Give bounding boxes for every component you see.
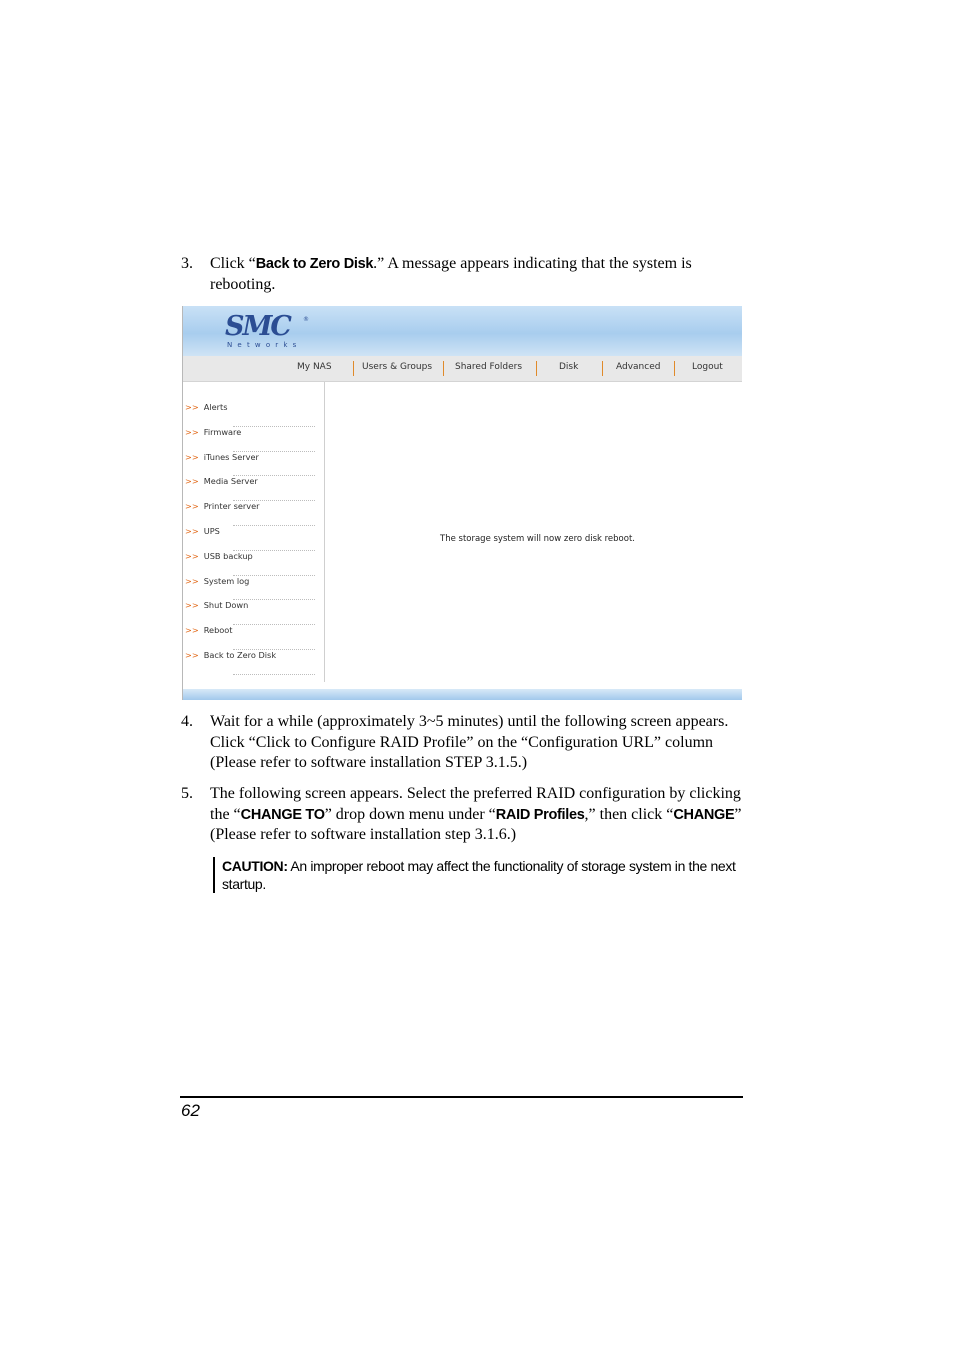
ui-term: Back to Zero Disk (255, 256, 374, 272)
step-4 (181, 712, 743, 774)
sidebar-item-usb-backup[interactable]: >> USB backup (185, 551, 315, 576)
nav-advanced[interactable]: Advanced (616, 362, 661, 372)
reboot-message: The storage system will now zero disk reboot. (440, 534, 635, 544)
ui-term: CHANGE TO (240, 806, 325, 823)
nav-separator (443, 361, 444, 376)
ui-term: RAID Profiles (495, 806, 585, 823)
sidebar-item-printer-server[interactable]: >> Printer server (185, 501, 315, 526)
smc-logo: SMC ® Networks (225, 311, 309, 349)
caution-label: CAUTION: (222, 858, 288, 874)
step-5 (181, 784, 743, 846)
sidebar-item-media-server[interactable]: >> Media Server (185, 476, 315, 501)
sidebar-item-firmware[interactable]: >> Firmware (185, 427, 315, 452)
nav-separator (674, 361, 675, 376)
sidebar-menu (183, 382, 325, 682)
sidebar-item-reboot[interactable]: >> Reboot (185, 625, 315, 650)
page-number: 62 (181, 1101, 200, 1120)
caution-text: An improper reboot may affect the functionality of storage system in the next startup. (222, 858, 736, 892)
step-text: The following screen appears. Select the preferred RAID configuration by clicking the “CHANGE TO” drop down menu under “RAID Profiles,” then click “CHANGE” (Please refer to software installation step 3.1.6.) (210, 785, 742, 843)
step-text: Click “Back to Zero Disk.” A message appears indicating that the system is rebooting. (210, 255, 692, 293)
step-number: 4. (181, 713, 193, 730)
caution-note (213, 857, 752, 893)
top-nav (183, 356, 742, 382)
step-text: Wait for a while (approximately 3~5 minutes) until the following screen appears. Click “Click to Configure RAID Profile” on the “Configuration URL” column (Please refer to software installation STEP 3.1.5.) (210, 713, 729, 771)
step-3 (181, 254, 743, 295)
nav-separator (602, 361, 603, 376)
nav-shared-folders[interactable]: Shared Folders (455, 362, 523, 372)
step-number: 3. (181, 255, 193, 272)
sidebar-item-system-log[interactable]: >> System log (185, 576, 315, 601)
nav-users-groups[interactable]: Users & Groups (362, 362, 433, 372)
sidebar-item-itunes-server[interactable]: >> iTunes Server (185, 452, 315, 477)
sidebar-item-alerts[interactable]: >> Alerts (185, 402, 315, 427)
nas-screenshot (182, 306, 742, 700)
nav-my-nas[interactable]: My NAS (297, 362, 332, 372)
nav-separator (536, 361, 537, 376)
sidebar-item-back-to-zero-disk[interactable]: >> Back to Zero Disk (185, 650, 315, 675)
nav-logout[interactable]: Logout (692, 362, 723, 372)
sidebar-item-shut-down[interactable]: >> Shut Down (185, 600, 315, 625)
step-number: 5. (181, 785, 193, 802)
nav-separator (353, 361, 354, 376)
screenshot-header (183, 306, 742, 356)
footer-rule (180, 1096, 743, 1098)
screenshot-footer (183, 689, 742, 700)
ui-term: CHANGE (673, 806, 735, 823)
nav-disk[interactable]: Disk (559, 362, 579, 372)
sidebar-item-ups[interactable]: >> UPS (185, 526, 315, 551)
